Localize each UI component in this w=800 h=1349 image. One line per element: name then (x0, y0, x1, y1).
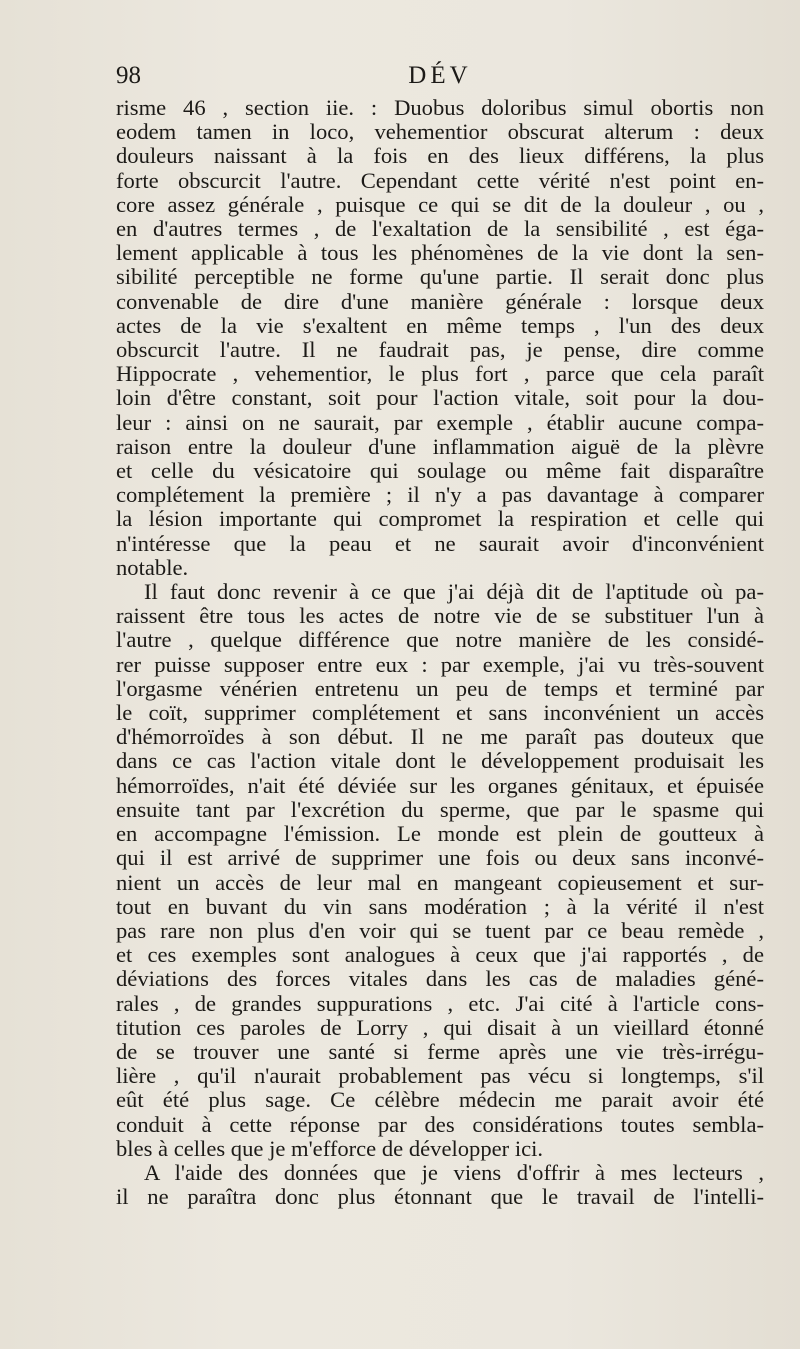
text-line: pas rare non plus d'en voir qui se tuent par ce beau remède , (116, 917, 764, 943)
text-line: et celle du vésicatoire qui soulage ou même fait disparaître (116, 458, 764, 484)
text-line: obscurcit l'autre. Il ne faudrait pas, je pense, dire comme (116, 337, 764, 363)
body-text (116, 96, 764, 1209)
page-header (116, 62, 764, 96)
text-line: en accompagne l'émission. Le monde est plein de goutteux à (116, 821, 764, 847)
text-line: forte obscurcit l'autre. Cependant cette vérité n'est point en- (116, 167, 764, 193)
text-line: sibilité perceptible ne forme qu'une partie. Il serait donc plus (116, 264, 764, 290)
text-line: raison entre la douleur d'une inflammation aiguë de la plèvre (116, 433, 764, 459)
text-line: l'orgasme vénérien entretenu un peu de temps et terminé par (116, 675, 764, 701)
text-line: de se trouver une santé si ferme après une vie très-irrégu- (116, 1038, 764, 1064)
text-line: rer puisse supposer entre eux : par exemple, j'ai vu très-souvent (116, 651, 764, 677)
text-line: le coït, supprimer complétement et sans inconvénient un accès (116, 700, 764, 726)
text-line: A l'aide des données que je viens d'offrir à mes lecteurs , (144, 1159, 764, 1185)
text-line: lement applicable à tous les phénomènes de la vie dont la sen- (116, 240, 764, 266)
text-line: eodem tamen in loco, vehementior obscurat alterum : deux (116, 119, 764, 145)
text-line: dans ce cas l'action vitale dont le développement produisait les (116, 748, 764, 774)
text-line: rales , de grandes suppurations , etc. J'ai cité à l'article cons- (116, 990, 764, 1016)
text-line: et ces exemples sont analogues à ceux que j'ai rapportés , de (116, 942, 764, 968)
text-line: ensuite tant par l'excrétion du sperme, que par le spasme qui (116, 796, 764, 822)
text-line: actes de la vie s'exaltent en même temps , l'un des deux (116, 312, 764, 338)
text-line: eût été plus sage. Ce célèbre médecin me parait avoir été (116, 1087, 764, 1113)
text-line: la lésion importante qui compromet la respiration et celle qui (116, 506, 764, 532)
text-line: Hippocrate , vehementior, le plus fort , parce que cela paraît (116, 361, 764, 387)
text-line: titution ces paroles de Lorry , qui disait à un vieillard étonné (116, 1014, 764, 1040)
text-line: convenable de dire d'une manière générale : lorsque deux (116, 288, 764, 314)
text-line: hémorroïdes, n'ait été déviée sur les organes génitaux, et épuisée (116, 772, 764, 798)
text-line: conduit à cette réponse par des considérations toutes sembla- (116, 1111, 764, 1137)
text-line: déviations des forces vitales dans les cas de maladies géné- (116, 966, 764, 992)
text-line: tout en buvant du vin sans modération ; à la vérité il n'est (116, 893, 764, 919)
text-line: risme 46 , section iie. : Duobus doloribus simul obortis non (116, 95, 764, 120)
page-number: 98 (116, 62, 141, 89)
text-line: qui il est arrivé de supprimer une fois ou deux sans inconvé- (116, 845, 764, 871)
text-line: Il faut donc revenir à ce que j'ai déjà dit de l'aptitude où pa- (144, 579, 764, 605)
text-line: loin d'être constant, soit pour l'action vitale, soit pour la dou- (116, 385, 764, 411)
text-line: il ne paraîtra donc plus étonnant que le travail de l'intelli- (116, 1184, 764, 1210)
running-head: DÉV (408, 62, 472, 89)
text-line: l'autre , quelque différence que notre manière de les considé- (116, 627, 764, 653)
text-line: douleurs naissant à la fois en des lieux différens, la plus (116, 143, 764, 169)
text-line: n'intéresse que la peau et ne saurait avoir d'inconvénient (116, 530, 764, 556)
text-line: notable. (116, 554, 189, 580)
text-line: en d'autres termes , de l'exaltation de la sensibilité , est éga- (116, 216, 764, 242)
text-line: leur : ainsi on ne saurait, par exemple , établir aucune compa- (116, 409, 764, 435)
text-line: complétement la première ; il n'y a pas davantage à comparer (116, 482, 764, 508)
text-line: core assez générale , puisque ce qui se dit de la douleur , ou , (116, 191, 764, 217)
text-line: d'hémorroïdes à son début. Il ne me paraît pas douteux que (116, 724, 764, 750)
text-line: nient un accès de leur mal en mangeant copieusement et sur- (116, 869, 764, 895)
text-line: bles à celles que je m'efforce de développer ici. (116, 1135, 544, 1161)
text-line: lière , qu'il n'aurait probablement pas vécu si longtemps, s'il (116, 1063, 764, 1089)
text-line: raissent être tous les actes de notre vie de se substituer l'un à (116, 603, 764, 629)
